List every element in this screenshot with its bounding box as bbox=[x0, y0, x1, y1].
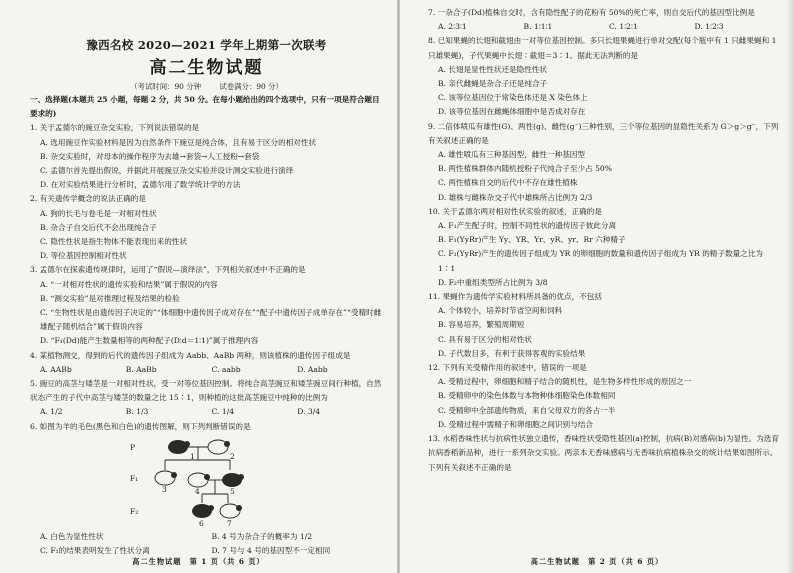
option: D. 雄株与雌株杂交子代中雄株所占比例为 2/3 bbox=[438, 192, 593, 202]
question-stem: 3. 孟德尔在探索遗传规律时，运用了“假说—演绎法”，下列相关叙述中不正确的是 bbox=[30, 265, 306, 275]
individual-4-label: 4 bbox=[195, 486, 200, 496]
option: A. F₁产生配子时，控制不同性状的遗传因子彼此分离 bbox=[438, 221, 617, 231]
question-stem: 13. 水稻香味性状与抗病性状独立遗传，香味性状受隐性基因(a)控制，抗病(B)对感病(b)为显性。为选育抗病香稻新品种，进行一系列杂交实验。两亲本无香味感病与无香味抗病植株杂交的统计结果如图所示。下列有关叙述不正确的是 bbox=[428, 434, 779, 472]
exam-time: （考试时间：90 分钟 bbox=[130, 82, 202, 91]
question-stem: 1. 关于孟德尔的豌豆杂交实验，下列说法错误的是 bbox=[30, 123, 200, 133]
individual-6-label: 6 bbox=[199, 518, 204, 528]
individual-1-label: 1 bbox=[190, 451, 195, 461]
option: A. “一对相对性状的遗传实验和结果”属于假说的内容 bbox=[40, 279, 218, 289]
sheep-3-icon bbox=[155, 471, 177, 485]
option: C. 该等位基因位于常染色体还是 X 染色体上 bbox=[438, 93, 588, 103]
option: B. 两性植株群体内随机授粉子代纯合子至少占 50% bbox=[438, 164, 612, 174]
option: B. 杂交实验时，对母本的操作程序为去雄→套袋→人工授粉→套袋 bbox=[40, 151, 260, 161]
option: A. AABb bbox=[40, 364, 72, 374]
option: C. 隐性性状是指生物体不能表现出来的性状 bbox=[40, 237, 188, 247]
page-2 bbox=[400, 0, 794, 573]
option-row bbox=[428, 20, 780, 34]
subject-title: 高二生物试题 bbox=[149, 58, 264, 78]
edge-shadow bbox=[786, 0, 794, 573]
question-stem: 11. 果蝇作为遗传学实验材料所具备的优点，不包括 bbox=[428, 292, 602, 302]
question-stem: 2. 有关遗传学概念的说法正确的是 bbox=[30, 194, 146, 204]
question-5 bbox=[30, 377, 383, 420]
sheep-2-icon bbox=[208, 440, 230, 454]
option: B. 受精卵中的染色体数与本物种体细胞染色体数相同 bbox=[438, 391, 616, 401]
option-row bbox=[30, 363, 383, 377]
option: D. F₂中重组类型所占比例为 3/8 bbox=[438, 277, 548, 287]
option: A. 受精过程中，卵细胞和精子结合的随机性，是生物多样性形成的原因之一 bbox=[438, 377, 692, 387]
exam-meta bbox=[30, 80, 383, 93]
individual-2-label: 2 bbox=[230, 451, 235, 461]
generation-p-label: P bbox=[130, 442, 136, 452]
section-heading: 一、选择题(本题共 25 小题，每题 2 分，共 50 分。在每小题给出的四个选项中，只有一项是符合题目要求的) bbox=[30, 95, 380, 119]
option: B. 1∶1∶1 bbox=[523, 22, 553, 32]
sheep-5-icon bbox=[222, 473, 244, 487]
option: B. 杂合子自交后代不会出现纯合子 bbox=[40, 222, 157, 232]
pedigree-svg bbox=[30, 436, 383, 528]
question-11 bbox=[428, 290, 780, 361]
question-stem: 9. 二倍体喷瓜有雄性(G)、两性(g)、雌性(g⁻)三种性别，三个等位基因的显隐性关系为 G＞g＞g⁻，下列有关叙述正确的是 bbox=[428, 121, 779, 145]
option: D. 1∶2∶3 bbox=[694, 22, 724, 32]
page-1-footer: 高二生物试题 第 1 页（共 6 页） bbox=[132, 556, 265, 566]
option: C. 1/4 bbox=[211, 407, 235, 417]
option: B. 亲代雌蝇是杂合子还是纯合子 bbox=[438, 79, 548, 89]
option: D. Aabb bbox=[297, 364, 328, 374]
option: D. 等位基因控制相对性状 bbox=[40, 251, 127, 261]
option: C. F₁的结果表明发生了性状分离 bbox=[40, 546, 150, 556]
school-title: 豫西名校 2020—2021 学年上期第一次联考 bbox=[86, 38, 327, 52]
option: A. 个体较小，培养时节省空间和饲料 bbox=[438, 306, 563, 316]
option: A. 选用豌豆作实验材料是因为自然条件下豌豆是纯合体，且有易于区分的相对性状 bbox=[40, 137, 317, 147]
question-10 bbox=[428, 205, 780, 290]
sheep-1-icon bbox=[168, 440, 190, 454]
option: A. 2∶3∶1 bbox=[438, 22, 467, 32]
question-3 bbox=[30, 263, 383, 348]
question-12 bbox=[428, 361, 780, 432]
option: B. 4 号为杂合子的概率为 1/2 bbox=[211, 531, 313, 541]
question-9 bbox=[428, 120, 780, 205]
question-4 bbox=[30, 349, 383, 377]
option: D. 该等位基因在雌蝇体细胞中是否成对存在 bbox=[438, 107, 586, 117]
question-8 bbox=[428, 34, 780, 119]
option: B. “测交实验”是对推理过程及结果的检验 bbox=[40, 293, 180, 303]
option: A. 雄性喷瓜有三种基因型，雌性一种基因型 bbox=[438, 150, 585, 160]
sheep-7-icon bbox=[220, 504, 242, 518]
sheep-6-icon bbox=[192, 504, 214, 518]
option: A. 白色为显性性状 bbox=[40, 531, 104, 541]
option: C. 受精卵中全部遗传物质，来自父母双方的各占一半 bbox=[438, 405, 616, 415]
question-1 bbox=[30, 121, 383, 192]
option: C. 具有易于区分的相对性状 bbox=[438, 334, 532, 344]
option: B. F₁(YyRr)产生 Yy、YR、Yr、yR、yr、Rr 六种精子 bbox=[438, 235, 626, 245]
question-stem: 8. 已知果蝇的长翅和截翅由一对等位基因控制。多只长翅果蝇进行单对交配(每个瓶中有 1 只雌果蝇和 1 只雄果蝇)，子代果蝇中长翅∶截翅＝3∶1。据此无法判断的是 bbox=[428, 36, 777, 60]
option: D. “F₁(Dd)能产生数量相等的两种配子(D∶d＝1∶1)”属于推理内容 bbox=[40, 336, 259, 346]
option: C. 两性植株自交的后代中不存在雄性植株 bbox=[438, 178, 578, 188]
option-row bbox=[30, 405, 383, 419]
page-2-footer: 高二生物试题 第 2 页（共 6 页） bbox=[530, 556, 664, 566]
pedigree-diagram bbox=[30, 436, 383, 528]
option: A. 狗的长毛与卷毛是一对相对性状 bbox=[40, 208, 157, 218]
option: B. 容易培养，繁殖周期短 bbox=[438, 320, 525, 330]
individual-5-label: 5 bbox=[230, 486, 235, 496]
question-stem: 12. 下列有关受精作用的叙述中，错误的一项是 bbox=[428, 363, 587, 373]
option: D. 在对实验结果进行分析时，孟德尔用了数学统计学的方法 bbox=[40, 180, 241, 190]
option: B. AaBb bbox=[125, 364, 157, 374]
option: D. 7 号与 4 号的基因型不一定相同 bbox=[211, 546, 331, 556]
option: C. F₁(YyRr)产生的遗传因子组成为 YR 的卵细胞的数量和遗传因子组成为 YR 的精子数量之比为 1∶1 bbox=[438, 249, 763, 273]
question-stem: 5. 豌豆的高茎与矮茎是一对相对性状，受一对等位基因控制。将纯合高茎豌豆和矮茎豌豆间行种植，自然状态产生的子代中高茎与矮茎的数量之比 15∶1，则种植的这批高茎豌豆中纯种的比例为 bbox=[30, 379, 382, 403]
option: A. 长翅是显性性状还是隐性性状 bbox=[438, 64, 548, 74]
individual-7-label: 7 bbox=[227, 518, 232, 528]
option: D. 子代数目多，有利于获得客观的实验结果 bbox=[438, 348, 586, 358]
option-row bbox=[30, 530, 383, 544]
question-stem: 7. 一杂合子(Dd)植株自交时，含有隐性配子的花粉有 50%的死亡率，则自交后代的基因型比例是 bbox=[428, 8, 755, 17]
question-7 bbox=[428, 6, 780, 34]
question-2 bbox=[30, 192, 383, 263]
generation-f1-label: F₁ bbox=[130, 473, 139, 483]
option: C. “生物性状是由遗传因子决定的”“体细胞中遗传因子成对存在”“配子中遗传因子成单存在”“受精时雌雄配子随机结合”属于假说内容 bbox=[40, 308, 382, 332]
question-stem: 4. 某植物测交，得到的后代的遗传因子组成为 Aabb、AaBb 两种，则该植株的遗传因子组成是 bbox=[30, 350, 351, 360]
sheep-4-icon bbox=[188, 473, 210, 487]
question-6 bbox=[30, 420, 383, 559]
option: C. 1∶2∶1 bbox=[609, 22, 638, 32]
option: C. aabb bbox=[211, 364, 241, 374]
option: B. 1/3 bbox=[125, 407, 149, 417]
option: A. 1/2 bbox=[40, 407, 63, 417]
option: D. 3/4 bbox=[297, 407, 321, 417]
individual-3-label: 3 bbox=[162, 484, 167, 494]
option: C. 孟德尔首先提出假说，并据此开展豌豆杂交实验并设计测交实验进行演绎 bbox=[40, 166, 294, 176]
question-stem: 10. 关于孟德尔两对相对性状实验的叙述，正确的是 bbox=[428, 206, 602, 216]
generation-f2-label: F₂ bbox=[130, 506, 139, 516]
question-13 bbox=[428, 432, 780, 475]
option: D. 受精过程中需精子和卵细胞之间识别与结合 bbox=[438, 419, 593, 429]
question-stem: 6. 如图为羊的毛色(黑色和白色)的遗传图解，则下列判断错误的是 bbox=[30, 421, 251, 431]
exam-score: 试卷满分：90 分） bbox=[219, 82, 283, 91]
